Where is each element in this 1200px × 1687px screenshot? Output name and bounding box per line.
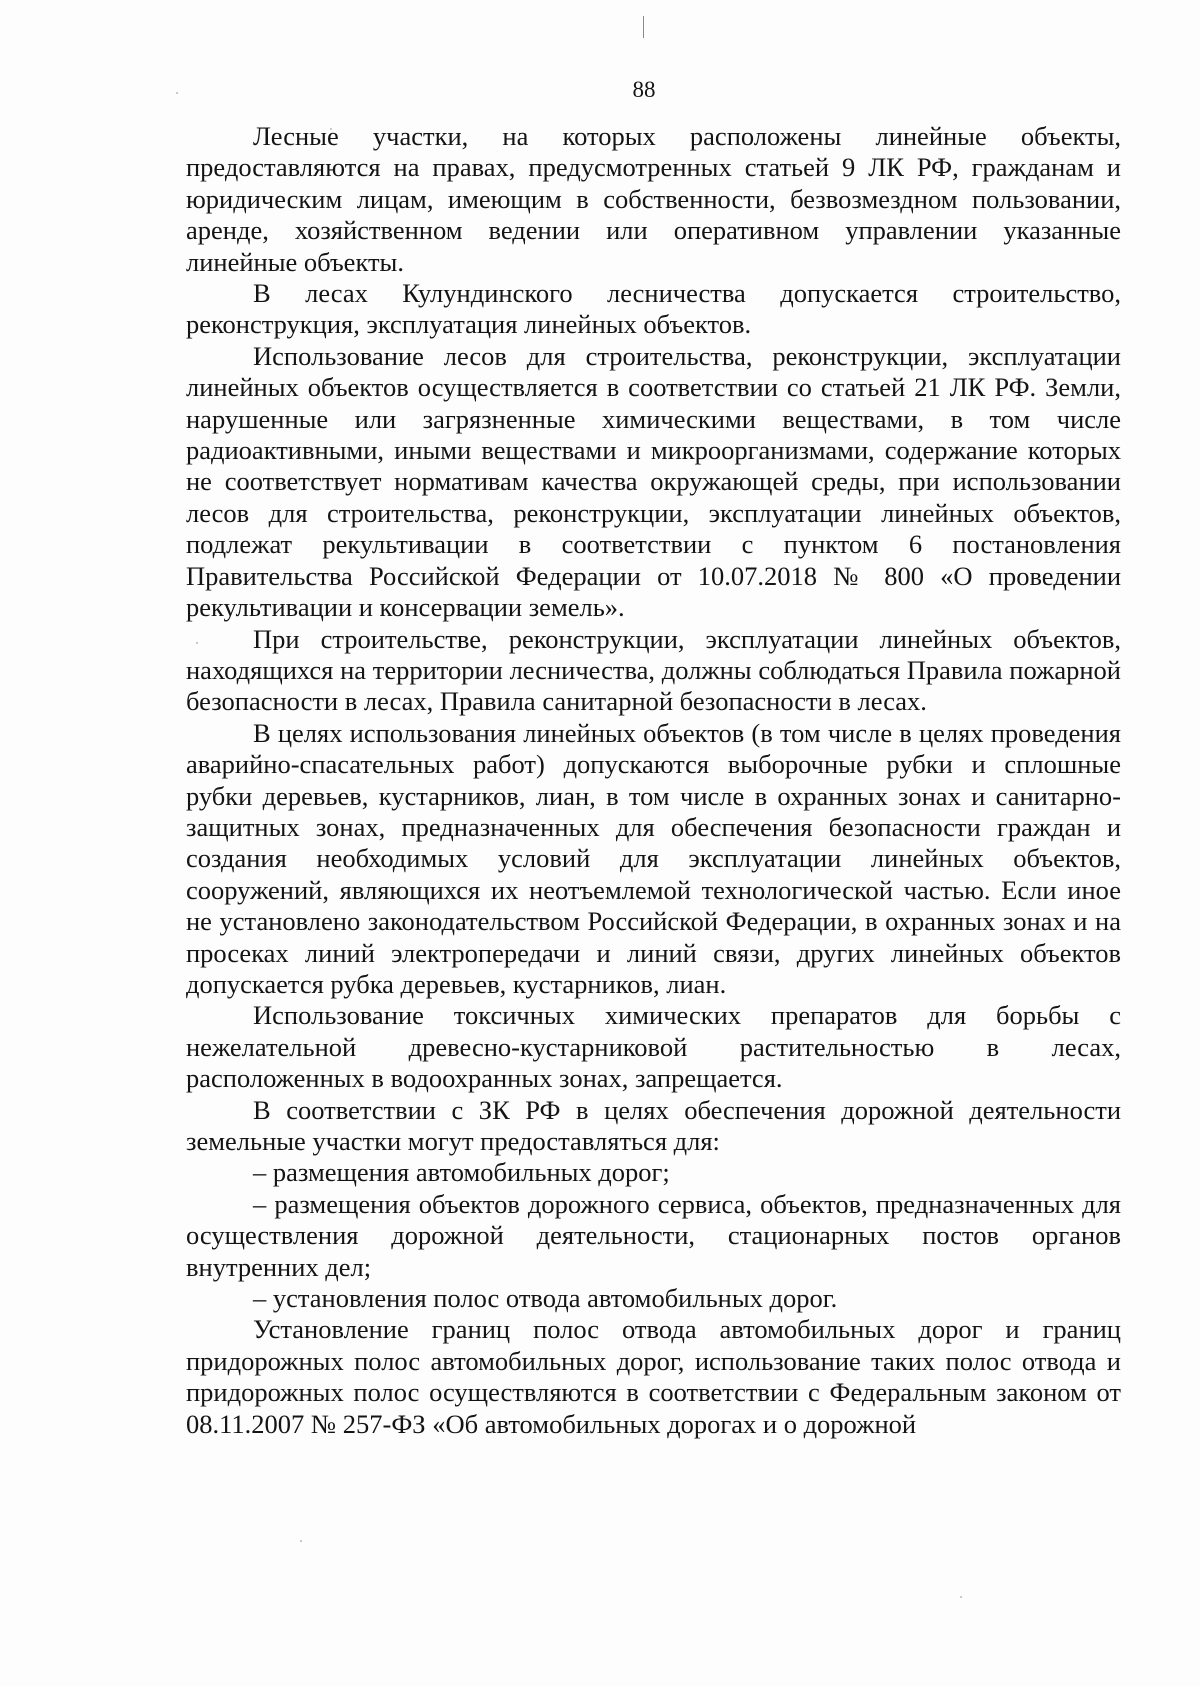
list-item: – размещения автомобильных дорог; [253,1157,670,1188]
paragraph: При строительстве, реконструкции, эксплуатации линейных объектов, находящихся на территории лесничества, должны соблюдаться Правила пожарной безопасности в лесах, Правила санитарной безопасности в лесах. [186,623,1121,717]
paragraph: Использование лесов для строительства, реконструкции, эксплуатации линейных объектов осуществляется в соответствии со статьей 21 ЛК РФ. Земли, нарушенные или загрязненные химическими веществами, в том числе радиоактивными, иными веществами и микроорганизмами, содержание которых не соответствует нормативам качества окружающей среды, при использовании лесов для строительства, реконструкции, эксплуатации линейных объектов, подлежат рекультивации в соответствии с пунктом 6 постановления Правительства Российской Федерации от 10.07.2018 № 800 «О проведении рекультивации и консервации земель». [186,340,1121,623]
paragraph: В лесах Кулундинского лесничества допускается строительство, реконструкция, эксплуатация линейных объектов. [186,278,1121,340]
paragraph: Использование токсичных химических препаратов для борьбы с нежелательной древесно-кустарниковой растительностью в лесах, расположенных в водоохранных зонах, запрещается. [186,1000,1121,1094]
paragraph: В соответствии с ЗК РФ в целях обеспечения дорожной деятельности земельные участки могут предоставляться для: [186,1094,1121,1156]
paragraph: Установление границ полос отвода автомобильных дорог и границ придорожных полос автомобильных дорог, использование таких полос отвода и придорожных полос осуществляются в соответствии с Федеральным законом от 08.11.2007 № 257-ФЗ «Об автомобильных дорогах и о дорожной [186,1314,1121,1439]
page-number: 88 [632,77,656,102]
scan-speck [960,1596,962,1598]
list-item: – размещения объектов дорожного сервиса, объектов, предназначенных для осуществления дорожной деятельности, стационарных постов органов внутренних дел; [186,1188,1121,1282]
scan-artifact-line [643,16,644,38]
paragraph: Лесные участки, на которых расположены линейные объекты, предоставляются на правах, предусмотренных статьей 9 ЛК РФ, гражданам и юридическим лицам, имеющим в собственности, безвозмездном пользовании, аренде, хозяйственном ведении или оперативном управлении указанные линейные объекты. [186,121,1121,277]
list-item: – установления полос отвода автомобильных дорог. [253,1283,838,1314]
scan-speck [300,1540,302,1542]
body-text [186,121,1121,1440]
paragraph: В целях использования линейных объектов (в том числе в целях проведения аварийно-спасательных работ) допускаются выборочные рубки и сплошные рубки деревьев, кустарников, лиан, в том числе в охранных зонах и санитарно-защитных зонах, предназначенных для обеспечения безопасности граждан и создания необходимых условий для эксплуатации линейных объектов, сооружений, являющихся их неотъемлемой технологической частью. Если иное не установлено законодательством Российской Федерации, в охранных зонах и на просеках линий электропередачи и линий связи, других линейных объектов допускается рубка деревьев, кустарников, лиан. [186,717,1121,999]
